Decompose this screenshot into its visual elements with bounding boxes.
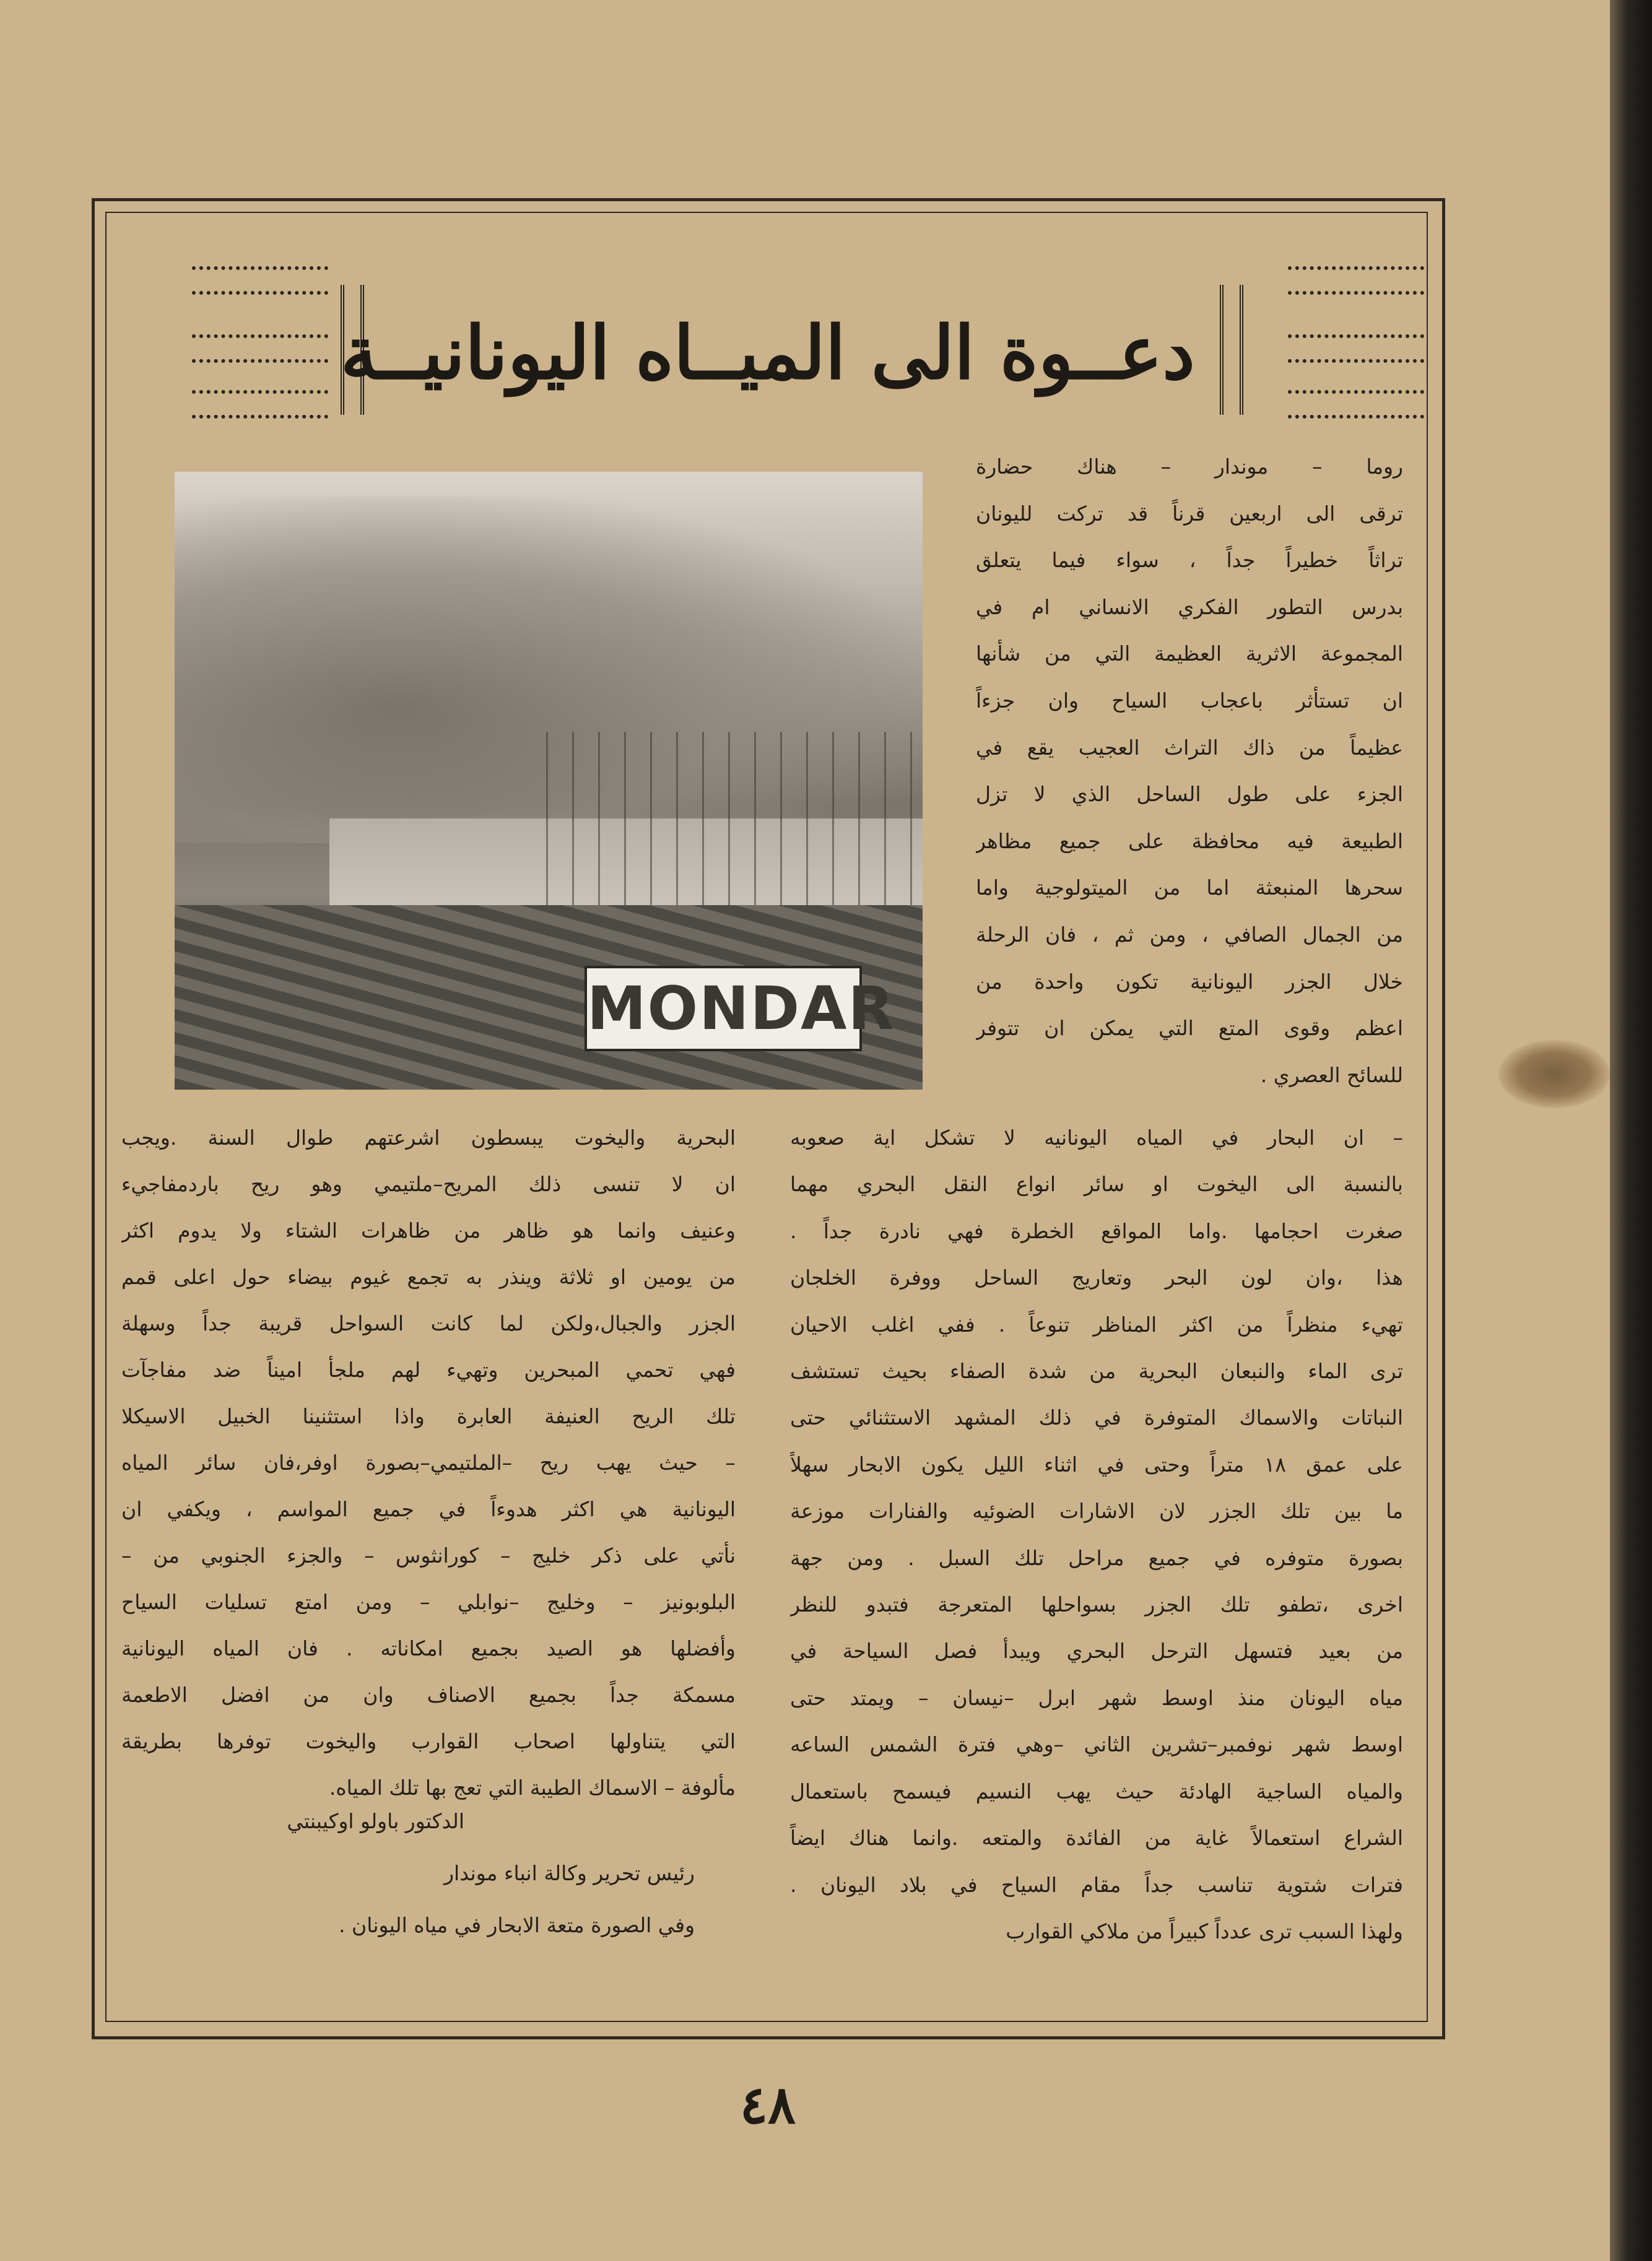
text-line: مياه اليونان منذ اوسط شهر ابرل –نيسان – ويمتد حتى: [790, 1685, 1403, 1710]
text-line: ترى الماء والنبعان البحرية من شدة الصفاء بحيث تستشف: [790, 1359, 1403, 1384]
text-line: سحرها المنبعثة اما من الميتولوجية واما: [976, 875, 1403, 900]
text-line: البلوبونيز – وخليج –نوابلي – ومن امتع تسليات السياح: [121, 1590, 736, 1614]
text-line: بالنسبة الى اليخوت او سائر انواع النقل البحري مهما: [790, 1172, 1403, 1197]
text-line: الطبيعة فيه محافظة على جميع مظاهر: [976, 828, 1403, 853]
text-line: تراثاً خطيراً جداً ، سواء فيما يتعلق: [976, 548, 1403, 573]
column-left-bottom: [121, 1114, 736, 1811]
photo-caption: وفي الصورة متعة الابحار في مياه اليونان .: [339, 1913, 695, 1937]
text-line: للسائح العصري .: [1260, 1062, 1403, 1087]
text-line: البحرية واليخوت يبسطون اشرعتهم طوال السنة .ويجب: [121, 1126, 736, 1150]
column-right-top: [976, 443, 1403, 1098]
page-number: ٤٨: [739, 2074, 796, 2135]
text-line: الشراع استعمالاً غاية من الفائدة والمتعه .وانما هناك ايضاً: [790, 1826, 1403, 1851]
ornament-wreath: [192, 266, 328, 295]
text-line: بصورة متوفره في جميع مراحل تلك السبل . ومن جهة: [790, 1545, 1403, 1570]
author-name: الدكتور باولو اوكيبنتي: [287, 1809, 464, 1833]
text-line: تهيء منظراً من اكثر المناظر تنوعاً . ففي اغلب الاحيان: [790, 1312, 1403, 1337]
text-line: مألوفة – الاسماك الطيبة التي تعج بها تلك المياه.: [329, 1776, 736, 1800]
text-line: بدرس التطور الفكري الانساني ام في: [976, 594, 1403, 619]
text-line: ان لا تنسى ذلك المريح–ملتيمي وهو ريح باردمفاجيء: [121, 1172, 736, 1196]
ornament-wreath: [1288, 390, 1424, 419]
text-line: ما بين تلك الجزر لان الاشارات الضوئيه والفنارات موزعة: [790, 1499, 1403, 1524]
text-line: خلال الجزر اليونانية تكون واحدة من: [976, 969, 1403, 994]
text-line: ان تستأثر باعجاب السياح وان جزءاً: [976, 688, 1403, 713]
mondar-sign: MONDAR: [585, 966, 862, 1051]
text-line: فترات شتوية تناسب جداً مقام السياح في بلاد اليونان .: [790, 1872, 1403, 1897]
text-line: اعظم وقوى المتع التي يمكن ان تتوفر: [976, 1016, 1403, 1041]
text-line: ترقى الى اربعين قرناً قد تركت لليونان: [976, 501, 1403, 526]
text-line: والمياه الساجية الهادئة حيث يهب النسيم فيسمح باستعمال: [790, 1779, 1403, 1803]
text-line: عظيماً من ذاك التراث العجيب يقع في: [976, 735, 1403, 760]
text-line: وعنيف وانما هو ظاهر من ظاهرات الشتاء ولا يدوم اكثر: [121, 1218, 736, 1243]
text-line: وأفضلها هو الصيد بجميع امكاناته . فان المياه اليونانية: [121, 1636, 736, 1660]
harbor-photo: [175, 472, 923, 1090]
paper-stain: [1498, 1040, 1610, 1108]
ornament-wreath: [192, 390, 328, 419]
text-line: ولهذا السبب ترى عدداً كبيراً من ملاكي القوارب: [1006, 1919, 1403, 1943]
ornament-bar: [1220, 285, 1243, 415]
text-line: – حيث يهب ريح –الملتيمي–بصورة اوفر،فان سائر المياه: [121, 1451, 736, 1475]
text-line: التي يتناولها اصحاب القوارب واليخوت توفرها بطريقة: [121, 1729, 736, 1753]
article-title: دعــوة الى الميــاه اليونانيــة: [341, 310, 1195, 396]
text-line: النباتات والاسماك المتوفرة في ذلك المشهد الاستثنائي حتى: [790, 1405, 1403, 1430]
photo-masts: [546, 732, 918, 905]
text-line: اوسط شهر نوفمبر–تشرين الثاني –وهي فترة الشمس الساعه: [790, 1732, 1403, 1757]
text-line: اخرى ،تطفو تلك الجزر بسواحلها المتعرجة فتبدو للنظر: [790, 1592, 1403, 1617]
text-line: المجموعة الاثرية العظيمة التي من شأنها: [976, 641, 1403, 666]
text-line: من يومين او ثلاثة وينذر به تجمع غيوم بيضاء حول اعلى قمم: [121, 1265, 736, 1289]
ornament-wreath: [192, 334, 328, 363]
ornament-wreath: [1288, 334, 1424, 363]
ornament-wreath: [1288, 266, 1424, 295]
text-line: روما – موندار – هناك حضارة: [976, 454, 1403, 479]
text-line: الجزء على طول الساحل الذي لا تزل: [976, 782, 1403, 807]
title-ornament-right: [1220, 266, 1430, 427]
text-line: الجزر والجبال،ولكن لما كانت السواحل قريبة جداً وسهلة: [121, 1311, 736, 1335]
text-line: اليونانية هي اكثر هدوءاً في جميع المواسم ، ويكفي ان: [121, 1497, 736, 1521]
text-line: على عمق ١٨ متراً وحتى في اثناء الليل يكون الابحار سهلاً: [790, 1452, 1403, 1477]
text-line: من الجمال الصافي ، ومن ثم ، فان الرحلة: [976, 922, 1403, 947]
text-line: مسمكة جداً بجميع الاصناف وان من افضل الاطعمة: [121, 1683, 736, 1707]
text-line: من بعيد فتسهل الترحل البحري ويبدأ فصل السياحة في: [790, 1639, 1403, 1664]
text-line: تلك الريح العنيفة العابرة واذا استثنينا الخبيل الاسيكلا: [121, 1404, 736, 1428]
text-line: هذا ،وان لون البحر وتعاريج الساحل ووفرة الخلجان: [790, 1265, 1403, 1290]
column-right-bottom: [790, 1114, 1403, 1955]
text-line: فهي تحمي المبحرين وتهيء لهم ملجأ اميناً ضد مفاجآت: [121, 1358, 736, 1382]
author-role: رئيس تحرير وكالة انباء موندار: [444, 1861, 695, 1885]
text-line: – ان البحار في المياه اليونانيه لا تشكل اية صعوبه: [790, 1126, 1403, 1150]
text-line: نأتي على ذكر خليج – كورانثوس – والجزء الجنوبي من –: [121, 1543, 736, 1568]
text-line: صغرت احجامها .واما المواقع الخطرة فهي نادرة جداً .: [790, 1218, 1403, 1243]
page-edge: [1610, 0, 1652, 2261]
